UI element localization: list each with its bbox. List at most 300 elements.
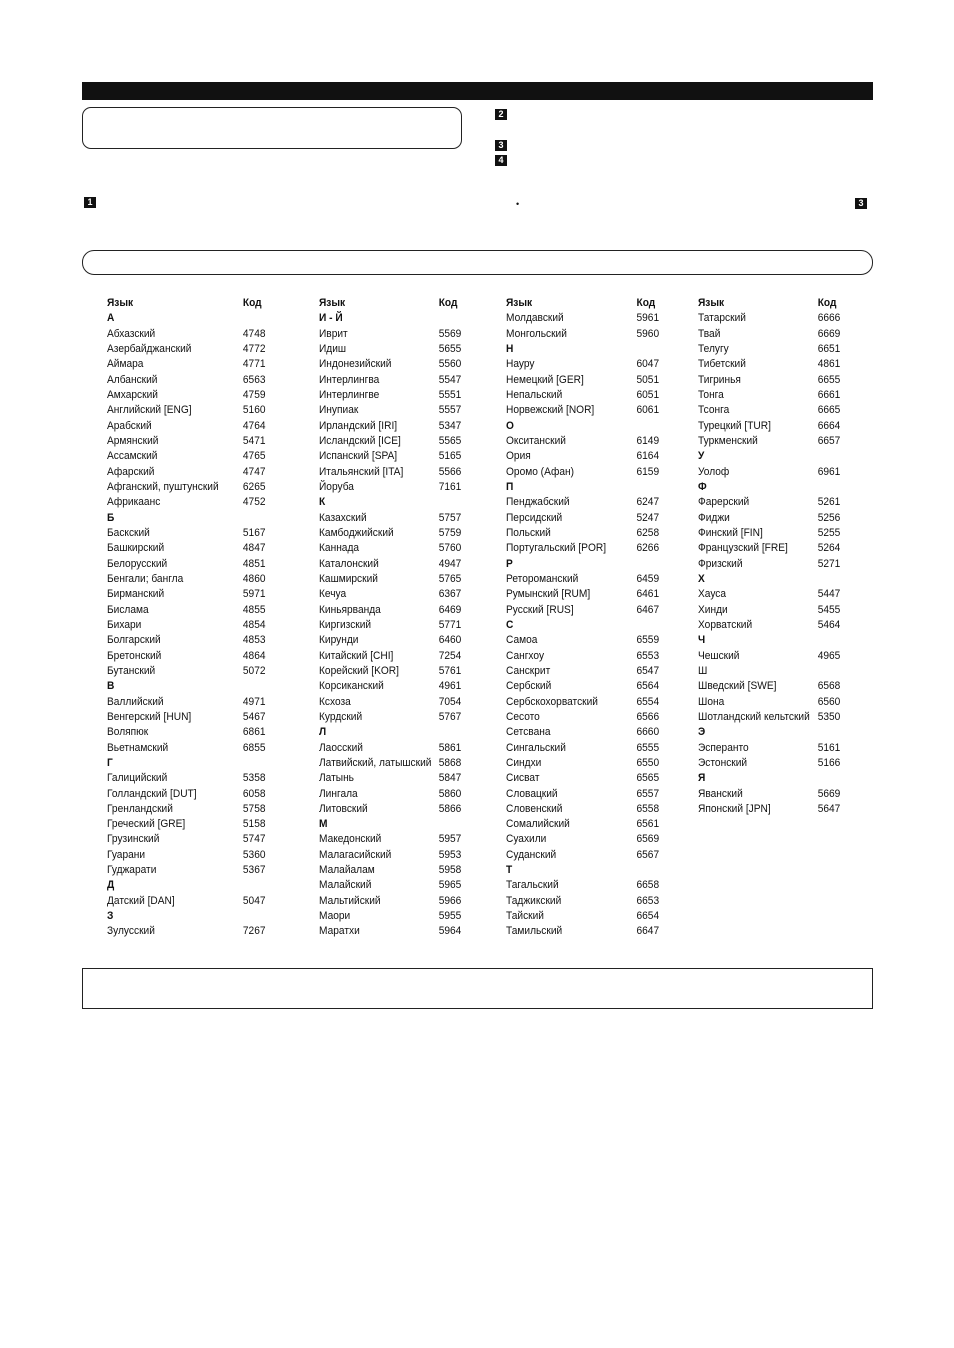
language-code: 4855 — [242, 603, 266, 616]
language-code: 5860 — [438, 787, 462, 800]
language-name: Словацкий — [506, 787, 558, 800]
language-code: 6654 — [636, 910, 660, 923]
language-name: Бутанский — [107, 664, 156, 677]
language-name: Камбоджийский — [319, 526, 394, 539]
top-title-bar — [82, 82, 873, 100]
header-language-label: Язык — [506, 297, 533, 309]
step-badge-4: 4 — [495, 155, 507, 166]
language-name: Сербский — [506, 680, 552, 693]
header-box — [82, 107, 462, 149]
language-code: 6265 — [242, 480, 266, 493]
language-code: 4961 — [438, 680, 462, 693]
language-code: 4771 — [242, 358, 266, 371]
language-name: Тагальский — [506, 879, 559, 892]
language-code: 5360 — [242, 848, 266, 861]
language-code: 4752 — [242, 496, 266, 509]
language-code: 5560 — [438, 358, 462, 371]
language-name: Амхарский — [107, 388, 158, 401]
language-name: Грузинский — [107, 833, 160, 846]
language-name: Ория — [506, 450, 531, 463]
alphabet-letter: Г — [107, 756, 113, 769]
language-code: 6559 — [636, 634, 660, 647]
language-code: 4748 — [242, 327, 266, 340]
language-name: Албанский — [107, 373, 158, 386]
language-name: Суданский — [506, 848, 557, 861]
language-name: Баскский — [107, 526, 150, 539]
step-badge-3: 3 — [495, 140, 507, 151]
language-code: 6661 — [817, 388, 841, 401]
language-code: 6558 — [636, 802, 660, 815]
language-code: 4861 — [817, 358, 841, 371]
language-name: Тамильский — [506, 925, 563, 938]
alphabet-letter: З — [107, 910, 114, 923]
language-code: 4947 — [438, 557, 462, 570]
language-name: Кечуа — [319, 588, 347, 601]
language-name: Арабский — [107, 419, 152, 432]
language-code: 4854 — [242, 618, 266, 631]
language-name: Казахский — [319, 511, 367, 524]
language-name: Бирманский — [107, 588, 165, 601]
language-name: Латынь — [319, 772, 354, 785]
language-code: 6861 — [242, 726, 266, 739]
alphabet-letter: О — [506, 419, 514, 432]
language-code: 6550 — [636, 756, 660, 769]
language-code: 5551 — [438, 388, 462, 401]
language-code: 7254 — [438, 649, 462, 662]
language-code: 5961 — [636, 312, 660, 325]
alphabet-letter: Д — [107, 879, 115, 892]
language-code: 6569 — [636, 833, 660, 846]
language-name: Маори — [319, 910, 351, 923]
language-name: Пенджабский — [506, 496, 570, 509]
language-name: Фиджи — [698, 511, 730, 524]
alphabet-letter: К — [319, 496, 326, 509]
language-code: 6560 — [817, 695, 841, 708]
language-code: 5669 — [817, 787, 841, 800]
language-name: Киньярванда — [319, 603, 381, 616]
language-name: Яванский — [698, 787, 743, 800]
language-code: 5367 — [242, 864, 266, 877]
language-code: 5847 — [438, 772, 462, 785]
language-name: Корейский [KOR] — [319, 664, 399, 677]
language-name: Словенский — [506, 802, 563, 815]
language-code: 5471 — [242, 434, 266, 447]
language-name: Венгерский [HUN] — [107, 710, 192, 723]
language-name: Аймара — [107, 358, 144, 371]
language-code: 4971 — [242, 695, 266, 708]
language-code: 6855 — [242, 741, 266, 754]
language-name: Бихари — [107, 618, 142, 631]
language-name: Корсиканский — [319, 680, 384, 693]
language-name: Латвийский, латышский — [319, 756, 432, 769]
language-name: Валлийский — [107, 695, 164, 708]
language-name: Греческий [GRE] — [107, 818, 186, 831]
language-code: 6566 — [636, 710, 660, 723]
language-code: 5247 — [636, 511, 660, 524]
language-code: 5256 — [817, 511, 841, 524]
language-code: 5965 — [438, 879, 462, 892]
language-name: Индонезийский — [319, 358, 392, 371]
language-code: 5760 — [438, 542, 462, 555]
language-code: 5569 — [438, 327, 462, 340]
language-name: Персидский — [506, 511, 563, 524]
language-code: 4765 — [242, 450, 266, 463]
language-code: 5866 — [438, 802, 462, 815]
section-title-box — [82, 250, 873, 275]
language-name: Тонга — [698, 388, 724, 401]
language-name: Интерлингва — [319, 373, 380, 386]
language-name: Малагасийский — [319, 848, 392, 861]
language-code: 6555 — [636, 741, 660, 754]
language-name: Курдский — [319, 710, 363, 723]
language-name: Тайский — [506, 910, 544, 923]
language-name: Малайский — [319, 879, 372, 892]
language-code: 5761 — [438, 664, 462, 677]
language-name: Галицийский — [107, 772, 168, 785]
alphabet-letter: И - Й — [319, 312, 343, 325]
language-code: 5167 — [242, 526, 266, 539]
language-name: Шона — [698, 695, 725, 708]
language-name: Окситанский — [506, 434, 566, 447]
language-name: Испанский [SPA] — [319, 450, 398, 463]
language-code: 5358 — [242, 772, 266, 785]
language-code: 5158 — [242, 818, 266, 831]
language-code: 5958 — [438, 864, 462, 877]
language-code: 5765 — [438, 572, 462, 585]
language-name: Голландский [DUT] — [107, 787, 197, 800]
language-code: 5565 — [438, 434, 462, 447]
language-code: 5051 — [636, 373, 660, 386]
language-code: 6664 — [817, 419, 841, 432]
language-code: 5747 — [242, 833, 266, 846]
language-name: Бенгали; бангла — [107, 572, 184, 585]
language-code: 5647 — [817, 802, 841, 815]
header-code-label: Код — [242, 297, 262, 309]
language-name: Эстонский — [698, 756, 748, 769]
language-name: Турецкий [TUR] — [698, 419, 771, 432]
language-name: Азербайджанский — [107, 342, 192, 355]
language-name: Молдавский — [506, 312, 564, 325]
language-name: Уолоф — [698, 465, 730, 478]
language-code: 7054 — [438, 695, 462, 708]
language-code: 6469 — [438, 603, 462, 616]
language-code: 6058 — [242, 787, 266, 800]
language-name: Афарский — [107, 465, 155, 478]
language-name: Таджикский — [506, 894, 562, 907]
language-code: 4772 — [242, 342, 266, 355]
step-badge-2: 2 — [495, 109, 507, 120]
language-code: 5757 — [438, 511, 462, 524]
language-name: Эсперанто — [698, 741, 749, 754]
language-name: Чешский — [698, 649, 740, 662]
language-code: 4864 — [242, 649, 266, 662]
language-code: 6655 — [817, 373, 841, 386]
alphabet-letter: Н — [506, 342, 514, 355]
language-name: Японский [JPN] — [698, 802, 771, 815]
language-code: 5960 — [636, 327, 660, 340]
language-name: Португальский [POR] — [506, 542, 607, 555]
language-name: Ш — [698, 664, 708, 677]
language-name: Синдхи — [506, 756, 542, 769]
language-code: 5072 — [242, 664, 266, 677]
alphabet-letter: Б — [107, 511, 115, 524]
language-code: 6159 — [636, 465, 660, 478]
alphabet-letter: Я — [698, 772, 706, 785]
alphabet-letter: П — [506, 480, 514, 493]
alphabet-letter: М — [319, 818, 328, 831]
language-code: 6149 — [636, 434, 660, 447]
language-name: Сомалийский — [506, 818, 570, 831]
language-name: Татарский — [698, 312, 746, 325]
language-code: 6459 — [636, 572, 660, 585]
language-name: Македонский — [319, 833, 382, 846]
language-code: 5655 — [438, 342, 462, 355]
language-name: Хауса — [698, 588, 727, 601]
language-name: Фризский — [698, 557, 743, 570]
language-code: 6258 — [636, 526, 660, 539]
language-name: Непальский — [506, 388, 563, 401]
alphabet-letter: Р — [506, 557, 513, 570]
language-code: 5347 — [438, 419, 462, 432]
language-name: Тсонга — [698, 404, 730, 417]
language-name: Шведский [SWE] — [698, 680, 777, 693]
language-code: 6658 — [636, 879, 660, 892]
language-name: Телугу — [698, 342, 729, 355]
language-code: 4853 — [242, 634, 266, 647]
language-name: Итальянский [ITA] — [319, 465, 404, 478]
language-code: 5271 — [817, 557, 841, 570]
language-name: Каннада — [319, 542, 360, 555]
language-name: Норвежский [NOR] — [506, 404, 595, 417]
language-name: Зулусский — [107, 925, 155, 938]
language-code: 5161 — [817, 741, 841, 754]
language-code: 4851 — [242, 557, 266, 570]
language-code: 5464 — [817, 618, 841, 631]
language-name: Тигринья — [698, 373, 741, 386]
language-name: Оромо (Афан) — [506, 465, 574, 478]
language-name: Датский [DAN] — [107, 894, 175, 907]
alphabet-letter: Л — [319, 726, 327, 739]
header-language-label: Язык — [107, 297, 134, 309]
language-code: 5547 — [438, 373, 462, 386]
language-code: 4747 — [242, 465, 266, 478]
language-name: Киргизский — [319, 618, 372, 631]
language-name: Финский [FIN] — [698, 526, 763, 539]
language-code: 5971 — [242, 588, 266, 601]
language-code: 4764 — [242, 419, 266, 432]
language-code: 6461 — [636, 588, 660, 601]
language-code: 5264 — [817, 542, 841, 555]
language-code: 4860 — [242, 572, 266, 585]
language-code: 5771 — [438, 618, 462, 631]
header-language-label: Язык — [319, 297, 346, 309]
language-name: Самоа — [506, 634, 538, 647]
language-code: 6047 — [636, 358, 660, 371]
language-code: 6568 — [817, 680, 841, 693]
language-name: Фарерский — [698, 496, 750, 509]
language-name: Хинди — [698, 603, 728, 616]
step-badge-1: 1 — [84, 197, 96, 208]
language-name: Йоруба — [319, 480, 354, 493]
language-code: 6657 — [817, 434, 841, 447]
language-code: 5953 — [438, 848, 462, 861]
language-name: Сесото — [506, 710, 540, 723]
language-code: 5047 — [242, 894, 266, 907]
language-code: 5957 — [438, 833, 462, 846]
language-code: 4965 — [817, 649, 841, 662]
language-name: Твай — [698, 327, 721, 340]
language-name: Сангхоу — [506, 649, 545, 662]
language-code: 6653 — [636, 894, 660, 907]
language-name: Сербскохорватский — [506, 695, 598, 708]
language-code: 4759 — [242, 388, 266, 401]
language-name: Гуджарати — [107, 864, 157, 877]
alphabet-letter: У — [698, 450, 705, 463]
language-code: 4847 — [242, 542, 266, 555]
alphabet-letter: Ч — [698, 634, 706, 647]
language-name: Ирландский [IRI] — [319, 419, 398, 432]
language-name: Инупиак — [319, 404, 359, 417]
language-code: 6164 — [636, 450, 660, 463]
language-code: 5165 — [438, 450, 462, 463]
language-name: Вьетнамский — [107, 741, 169, 754]
language-name: Науру — [506, 358, 535, 371]
language-name: Кашмирский — [319, 572, 378, 585]
note-box — [82, 968, 873, 1009]
language-name: Английский [ENG] — [107, 404, 192, 417]
language-code: 5350 — [817, 710, 841, 723]
language-code: 5868 — [438, 756, 462, 769]
bullet-dot: • — [516, 199, 520, 209]
language-name: Идиш — [319, 342, 347, 355]
language-code: 5166 — [817, 756, 841, 769]
language-code: 6554 — [636, 695, 660, 708]
language-name: Сетсвана — [506, 726, 551, 739]
language-code: 6961 — [817, 465, 841, 478]
language-name: Воляпюк — [107, 726, 149, 739]
language-code: 6266 — [636, 542, 660, 555]
language-name: Башкирский — [107, 542, 165, 555]
language-name: Белорусский — [107, 557, 168, 570]
language-code: 6557 — [636, 787, 660, 800]
language-name: Африкаанс — [107, 496, 161, 509]
language-code: 6660 — [636, 726, 660, 739]
language-name: Гуарани — [107, 848, 146, 861]
language-name: Монгольский — [506, 327, 567, 340]
language-code: 6553 — [636, 649, 660, 662]
language-code: 5467 — [242, 710, 266, 723]
language-code: 5557 — [438, 404, 462, 417]
language-name: Туркменский — [698, 434, 758, 447]
language-code: 5160 — [242, 404, 266, 417]
language-name: Болгарский — [107, 634, 161, 647]
language-code: 5758 — [242, 802, 266, 815]
language-code: 6547 — [636, 664, 660, 677]
language-code: 6567 — [636, 848, 660, 861]
language-name: Мальтийский — [319, 894, 381, 907]
language-name: Сисват — [506, 772, 540, 785]
language-code: 6669 — [817, 327, 841, 340]
alphabet-letter: С — [506, 618, 514, 631]
language-code: 6367 — [438, 588, 462, 601]
language-name: Немецкий [GER] — [506, 373, 584, 386]
language-name: Китайский [CHI] — [319, 649, 394, 662]
language-code: 6247 — [636, 496, 660, 509]
language-name: Польский — [506, 526, 551, 539]
language-name: Ксхоза — [319, 695, 351, 708]
language-code: 5964 — [438, 925, 462, 938]
language-code: 5861 — [438, 741, 462, 754]
language-name: Лингала — [319, 787, 358, 800]
language-code: 5566 — [438, 465, 462, 478]
language-code: 5966 — [438, 894, 462, 907]
language-code: 7161 — [438, 480, 462, 493]
language-code: 6647 — [636, 925, 660, 938]
header-code-label: Код — [817, 297, 837, 309]
header-code-label: Код — [438, 297, 458, 309]
language-name: Исландский [ICE] — [319, 434, 401, 447]
language-name: Санскрит — [506, 664, 551, 677]
language-name: Гренландский — [107, 802, 173, 815]
language-name: Ретороманский — [506, 572, 579, 585]
language-name: Хорватский — [698, 618, 753, 631]
language-code: 6665 — [817, 404, 841, 417]
alphabet-letter: Х — [698, 572, 705, 585]
language-name: Русский [RUS] — [506, 603, 574, 616]
language-name: Суахили — [506, 833, 547, 846]
language-name: Малайалам — [319, 864, 375, 877]
language-name: Ассамский — [107, 450, 158, 463]
language-name: Бислама — [107, 603, 149, 616]
language-name: Лаосский — [319, 741, 363, 754]
language-code: 5759 — [438, 526, 462, 539]
language-code: 6565 — [636, 772, 660, 785]
header-code-label: Код — [636, 297, 656, 309]
language-name: Тибетский — [698, 358, 746, 371]
language-name: Шотландский кельтский — [698, 710, 810, 723]
language-code: 6051 — [636, 388, 660, 401]
step-badge-3-ref: 3 — [855, 198, 867, 209]
language-code: 6651 — [817, 342, 841, 355]
language-code: 6460 — [438, 634, 462, 647]
language-name: Маратхи — [319, 925, 360, 938]
language-code: 6561 — [636, 818, 660, 831]
alphabet-letter: А — [107, 312, 115, 325]
language-code: 5255 — [817, 526, 841, 539]
language-code: 5447 — [817, 588, 841, 601]
language-name: Сингальский — [506, 741, 566, 754]
language-code: 6563 — [242, 373, 266, 386]
language-name: Армянский — [107, 434, 159, 447]
language-name: Литовский — [319, 802, 368, 815]
header-language-label: Язык — [698, 297, 725, 309]
language-name: Французский [FRE] — [698, 542, 788, 555]
language-code: 6467 — [636, 603, 660, 616]
language-name: Абхазский — [107, 327, 156, 340]
alphabet-letter: В — [107, 680, 115, 693]
language-code: 5955 — [438, 910, 462, 923]
language-name: Интерлингве — [319, 388, 380, 401]
alphabet-letter: Э — [698, 726, 706, 739]
language-code: 5261 — [817, 496, 841, 509]
language-name: Афганский, пуштунский — [107, 480, 219, 493]
language-name: Кирунди — [319, 634, 359, 647]
language-code: 5767 — [438, 710, 462, 723]
language-code: 6666 — [817, 312, 841, 325]
language-code: 6564 — [636, 680, 660, 693]
language-name: Бретонский — [107, 649, 162, 662]
alphabet-letter: Т — [506, 864, 513, 877]
